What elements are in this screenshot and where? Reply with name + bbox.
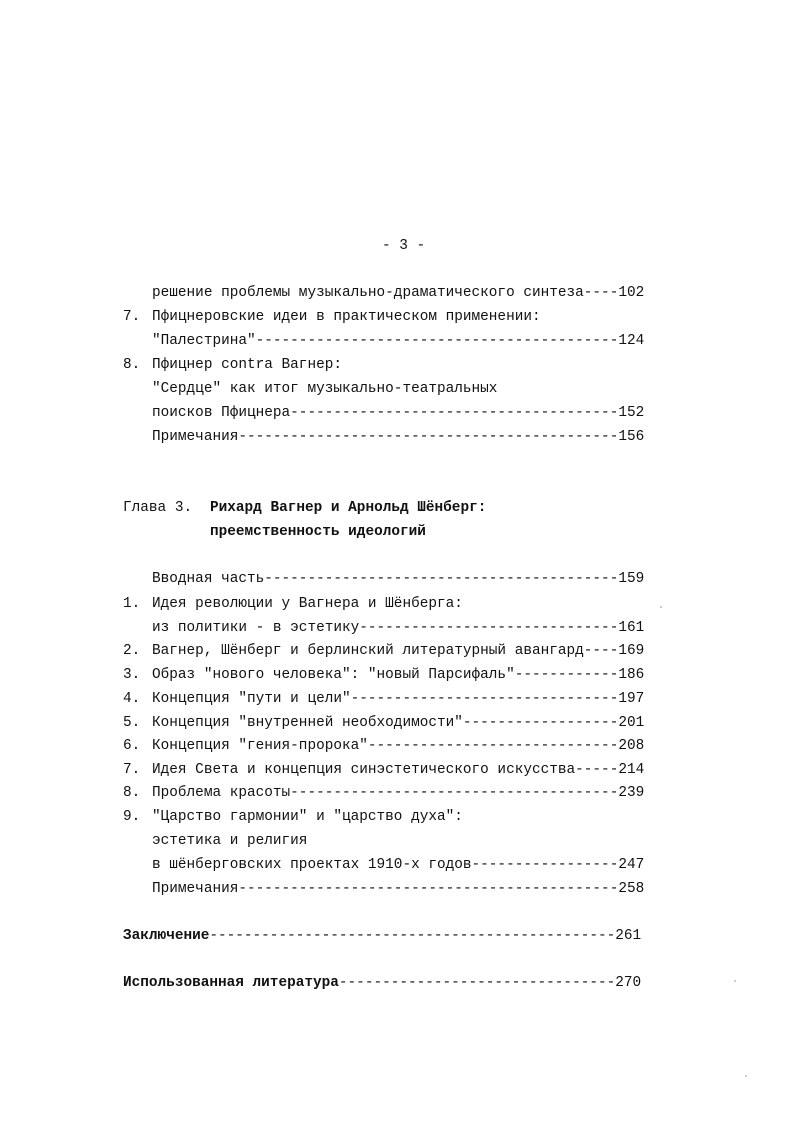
toc-entry-title: Концепция "пути и цели"-------------------------------197 [152, 691, 645, 707]
toc-item-number: 3. [123, 667, 141, 683]
toc-entry-title: "Палестрина"------------------------------------------124 [152, 333, 645, 349]
toc-entry-title: Пфицнеровские идеи в практическом применении: [152, 309, 541, 325]
scan-speck [745, 1075, 747, 1077]
toc-item-number: 8. [123, 357, 141, 373]
toc-item-number: 4. [123, 691, 141, 707]
toc-item-number: 7. [123, 762, 141, 778]
toc-entry-title: в шёнберговских проектах 1910-х годов-----------------247 [152, 857, 645, 873]
scan-speck [734, 980, 736, 982]
toc-entry-title: Проблема красоты--------------------------------------239 [152, 785, 645, 801]
toc-entry-title: Идея революции у Вагнера и Шёнберга: [152, 596, 463, 612]
toc-item-number: 5. [123, 715, 141, 731]
bibliography-leader: --------------------------------270 [338, 975, 642, 991]
scan-speck [660, 606, 662, 608]
chapter-title: Рихард Вагнер и Арнольд Шёнберг: [210, 500, 487, 516]
toc-entry-title: из политики - в эстетику------------------------------161 [152, 620, 645, 636]
toc-entry-notes: Примечания--------------------------------------------258 [152, 881, 645, 897]
toc-entry-title: "Сердце" как итог музыкально-театральных [152, 381, 498, 397]
toc-item-number: 6. [123, 738, 141, 754]
toc-entry-title: Образ "нового человека": "новый Парсифаль"------------186 [152, 667, 645, 683]
toc-entry-title: "Царство гармонии" и "царство духа": [152, 809, 463, 825]
toc-item-number: 1. [123, 596, 141, 612]
page-number: - 3 - [382, 238, 426, 254]
toc-entry-title: Концепция "гения-пророка"-----------------------------208 [152, 738, 645, 754]
toc-entry-title: поисков Пфицнера--------------------------------------152 [152, 405, 645, 421]
bibliography-label: Использованная литература [123, 975, 339, 991]
toc-item-number: 7. [123, 309, 141, 325]
conclusion-leader: -----------------------------------------------261 [209, 928, 642, 944]
toc-entry-notes: Примечания--------------------------------------------156 [152, 429, 645, 445]
toc-entry-title: эстетика и религия [152, 833, 308, 849]
toc-item-number: 2. [123, 643, 141, 659]
conclusion-label: Заключение [123, 928, 210, 944]
toc-entry-title: Вагнер, Шёнберг и берлинский литературный авангард----169 [152, 643, 645, 659]
toc-conclusion [123, 926, 641, 946]
toc-entry-continuation: решение проблемы музыкально-драматического синтеза----102 [152, 285, 645, 301]
toc-entry-intro: Вводная часть-----------------------------------------159 [152, 571, 645, 587]
toc-entry-title: Пфицнер contra Вагнер: [152, 357, 342, 373]
toc-entry-title: Идея Света и концепция синэстетического искусства-----214 [152, 762, 645, 778]
toc-item-number: 9. [123, 809, 141, 825]
chapter-title-line2: преемственность идеологий [210, 524, 426, 540]
toc-bibliography [123, 973, 641, 993]
chapter-label: Глава 3. [123, 500, 193, 516]
toc-item-number: 8. [123, 785, 141, 801]
toc-entry-title: Концепция "внутренней необходимости"------------------201 [152, 715, 645, 731]
